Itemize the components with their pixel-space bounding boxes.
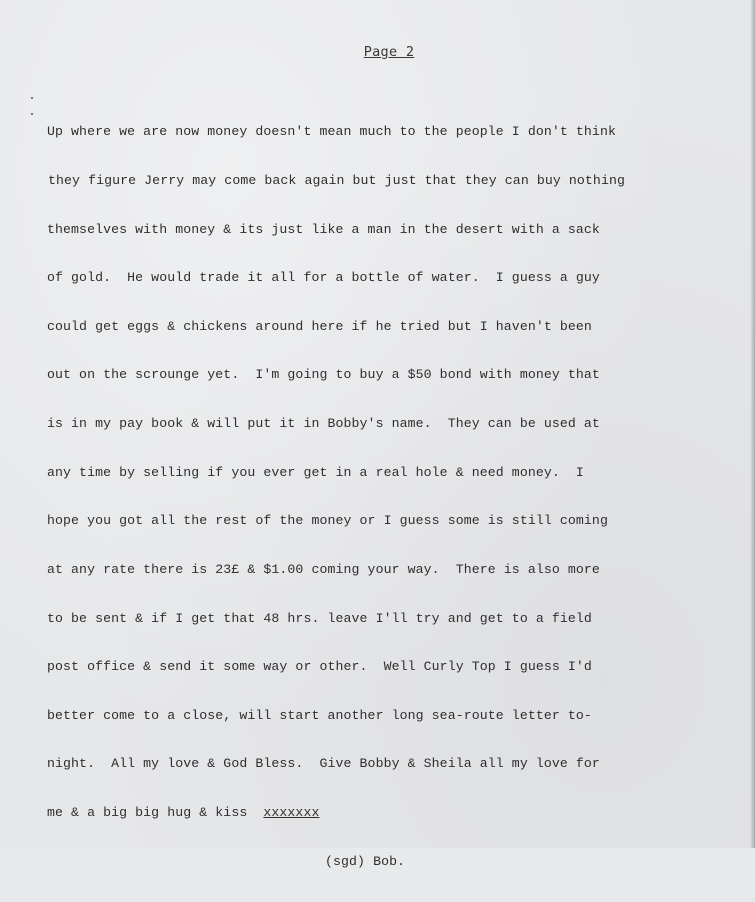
letter-line: any time by selling if you ever get in a real hole & need money. I: [47, 464, 584, 480]
letter-body: [47, 92, 747, 902]
letter-line: could get eggs & chickens around here if he tried but I haven't been: [47, 318, 592, 334]
letter-line: hope you got all the rest of the money or I guess some is still coming: [47, 513, 608, 529]
margin-mark: [31, 97, 33, 99]
paper-edge-shadow: [750, 0, 755, 848]
letter-line: night. All my love & God Bless. Give Bobby & Sheila all my love for: [47, 756, 600, 772]
letter-line: to be sent & if I get that 48 hrs. leave I'll try and get to a field: [47, 610, 592, 626]
closing-text: me & a big big hug & kiss: [47, 804, 264, 820]
letter-line: is in my pay book & will put it in Bobby's name. They can be used at: [47, 416, 600, 432]
letter-line: themselves with money & its just like a man in the desert with a sack: [47, 221, 600, 237]
kisses-text: xxxxxxx: [263, 804, 320, 820]
letter-line: out on the scrounge yet. I'm going to buy a $50 bond with money that: [47, 367, 600, 383]
letter-line: Up where we are now money doesn't mean much to the people I don't think: [47, 124, 616, 140]
letter-line: of gold. He would trade it all for a bottle of water. I guess a guy: [47, 270, 600, 286]
letter-line: they figure Jerry may come back again but just that they can buy nothing: [48, 173, 625, 189]
closing-line: [47, 805, 747, 821]
letter-line: at any rate there is 23£ & $1.00 coming your way. There is also more: [47, 561, 600, 577]
page-number-heading: Page 2: [363, 44, 415, 60]
letter-line: post office & send it some way or other. Well Curly Top I guess I'd: [47, 659, 592, 675]
margin-mark: [31, 113, 33, 115]
letter-line: better come to a close, will start another long sea-route letter to-: [47, 707, 592, 723]
signature: (sgd) Bob.: [325, 853, 406, 869]
